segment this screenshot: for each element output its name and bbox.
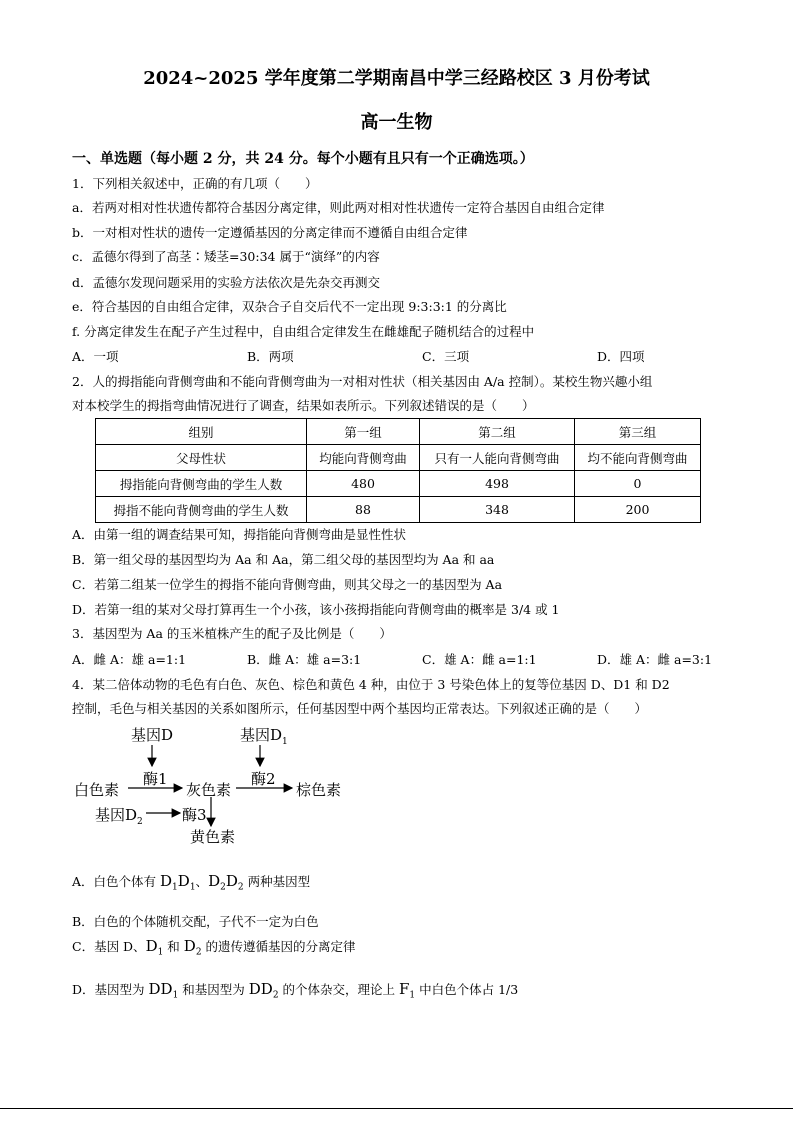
q1-option-b: B．两项 <box>247 349 294 364</box>
q1-option-c: C．三项 <box>422 349 470 364</box>
table-header-cell: 第二组 <box>420 419 575 445</box>
q4-option-b: B．白色的个体随机交配，子代不一定为白色 <box>72 914 319 929</box>
q1-item-e: e．符合基因的自由组合定律，双杂合子自交后代不一定出现 9:3:3:1 的分离比 <box>72 299 507 314</box>
brown-pigment-label: 棕色素 <box>296 781 342 799</box>
exam-subject: 高一生物 <box>360 112 433 133</box>
table-header-cell: 组别 <box>96 419 307 445</box>
yellow-pigment-label: 黄色素 <box>190 828 236 846</box>
q2-stem-line2: 对本校学生的拇指弯曲情况进行了调查，结果如表所示。下列叙述错误的是（ ） <box>72 398 535 413</box>
q1-item-f: f. 分离定律发生在配子产生过程中，自由组合定律发生在雌雄配子随机结合的过程中 <box>72 324 535 339</box>
q4-option-d: D．基因型为 $DD_1$ 和基因型为 $DD_2$ 的个体杂交，理论上 $F_1$ 中白色个体占 1/3 <box>72 980 519 1001</box>
gene-d-label: 基因D <box>131 726 174 744</box>
gray-pigment-label: 灰色素 <box>186 781 232 799</box>
enzyme2-label: 酶2 <box>251 770 276 788</box>
q1-item-c: c．孟德尔得到了高茎∶矮茎=30:34 属于“演绎”的内容 <box>72 249 380 264</box>
gene-d2-label: 基因$D_2$ <box>95 806 143 827</box>
exam-title: 2024~2025 学年度第二学期南昌中学三经路校区 3 月份考试 <box>143 68 650 89</box>
table-header-cell: 第一组 <box>307 419 420 445</box>
white-pigment-label: 白色素 <box>74 781 120 799</box>
table-cell: 348 <box>420 497 575 523</box>
q4-option-a: A．白色个体有 $D_1D_1$、$D_2D_2$ 两种基因型 <box>72 872 311 893</box>
q1-stem: 1．下列相关叙述中，正确的有几项（ ） <box>72 176 318 191</box>
enzyme3-label: 酶3 <box>182 806 207 824</box>
q4-stem-line2: 控制，毛色与相关基因的关系如图所示，任何基因型中两个基因均正常表达。下列叙述正确的是（ ） <box>72 701 648 716</box>
table-cell: 88 <box>307 497 420 523</box>
q3-stem: 3．基因型为 Aa 的玉米植株产生的配子及比例是（ ） <box>72 626 392 641</box>
q4-stem-line1: 4．某二倍体动物的毛色有白色、灰色、棕色和黄色 4 种，由位于 3 号染色体上的复等位基因 D、D1 和 D2 <box>72 677 670 692</box>
table-cell: 拇指能向背侧弯曲的学生人数 <box>96 471 307 497</box>
q1-item-a: a．若两对相对性状遗传都符合基因分离定律，则此两对相对性状遗传一定符合基因自由组合定律 <box>72 200 605 215</box>
enzyme1-label: 酶1 <box>143 770 168 788</box>
q2-option-a: A．由第一组的调查结果可知，拇指能向背侧弯曲是显性性状 <box>72 527 407 542</box>
q4-option-c: C．基因 D、$D_1$ 和 $D_2$ 的遗传遵循基因的分离定律 <box>72 937 356 958</box>
section-heading: 一、单选题（每小题 2 分，共 24 分。每个小题有且只有一个正确选项。） <box>72 151 534 167</box>
table-header-cell: 只有一人能向背侧弯曲 <box>420 445 575 471</box>
q1-item-b: b．一对相对性状的遗传一定遵循基因的分离定律而不遵循自由组合定律 <box>72 225 468 240</box>
table-cell: 拇指不能向背侧弯曲的学生人数 <box>96 497 307 523</box>
table-cell: 498 <box>420 471 575 497</box>
q3-option-a: A．雌 A：雄 a=1:1 <box>72 652 187 667</box>
q2-option-c: C．若第二组某一位学生的拇指不能向背侧弯曲，则其父母之一的基因型为 Aa <box>72 577 503 592</box>
table-cell: 200 <box>575 497 701 523</box>
q1-item-d: d．孟德尔发现问题采用的实验方法依次是先杂交再测交 <box>72 275 381 290</box>
table-header-cell: 均不能向背侧弯曲 <box>575 445 701 471</box>
q1-option-a: A．一项 <box>72 349 119 364</box>
table-cell: 480 <box>307 471 420 497</box>
table-cell: 0 <box>575 471 701 497</box>
q3-option-d: D．雄 A：雌 a=3:1 <box>597 652 713 667</box>
table-header-cell: 第三组 <box>575 419 701 445</box>
table-header-cell: 均能向背侧弯曲 <box>307 445 420 471</box>
q3-option-c: C．雄 A：雌 a=1:1 <box>422 652 537 667</box>
page-bottom-rule <box>0 1108 793 1109</box>
q2-stem-line1: 2．人的拇指能向背侧弯曲和不能向背侧弯曲为一对相对性状（相关基因由 A/a 控制）。某校生物兴趣小组 <box>72 374 653 389</box>
gene-d1-label: 基因$D_1$ <box>240 726 288 747</box>
q1-option-d: D．四项 <box>597 349 645 364</box>
table-header-cell: 父母性状 <box>96 445 307 471</box>
q3-option-b: B．雌 A：雄 a=3:1 <box>247 652 362 667</box>
q2-option-d: D．若第一组的某对父母打算再生一个小孩，该小孩拇指能向背侧弯曲的概率是 3/4 或 1 <box>72 602 560 617</box>
q2-option-b: B．第一组父母的基因型均为 Aa 和 Aa，第二组父母的基因型均为 Aa 和 aa <box>72 552 495 567</box>
